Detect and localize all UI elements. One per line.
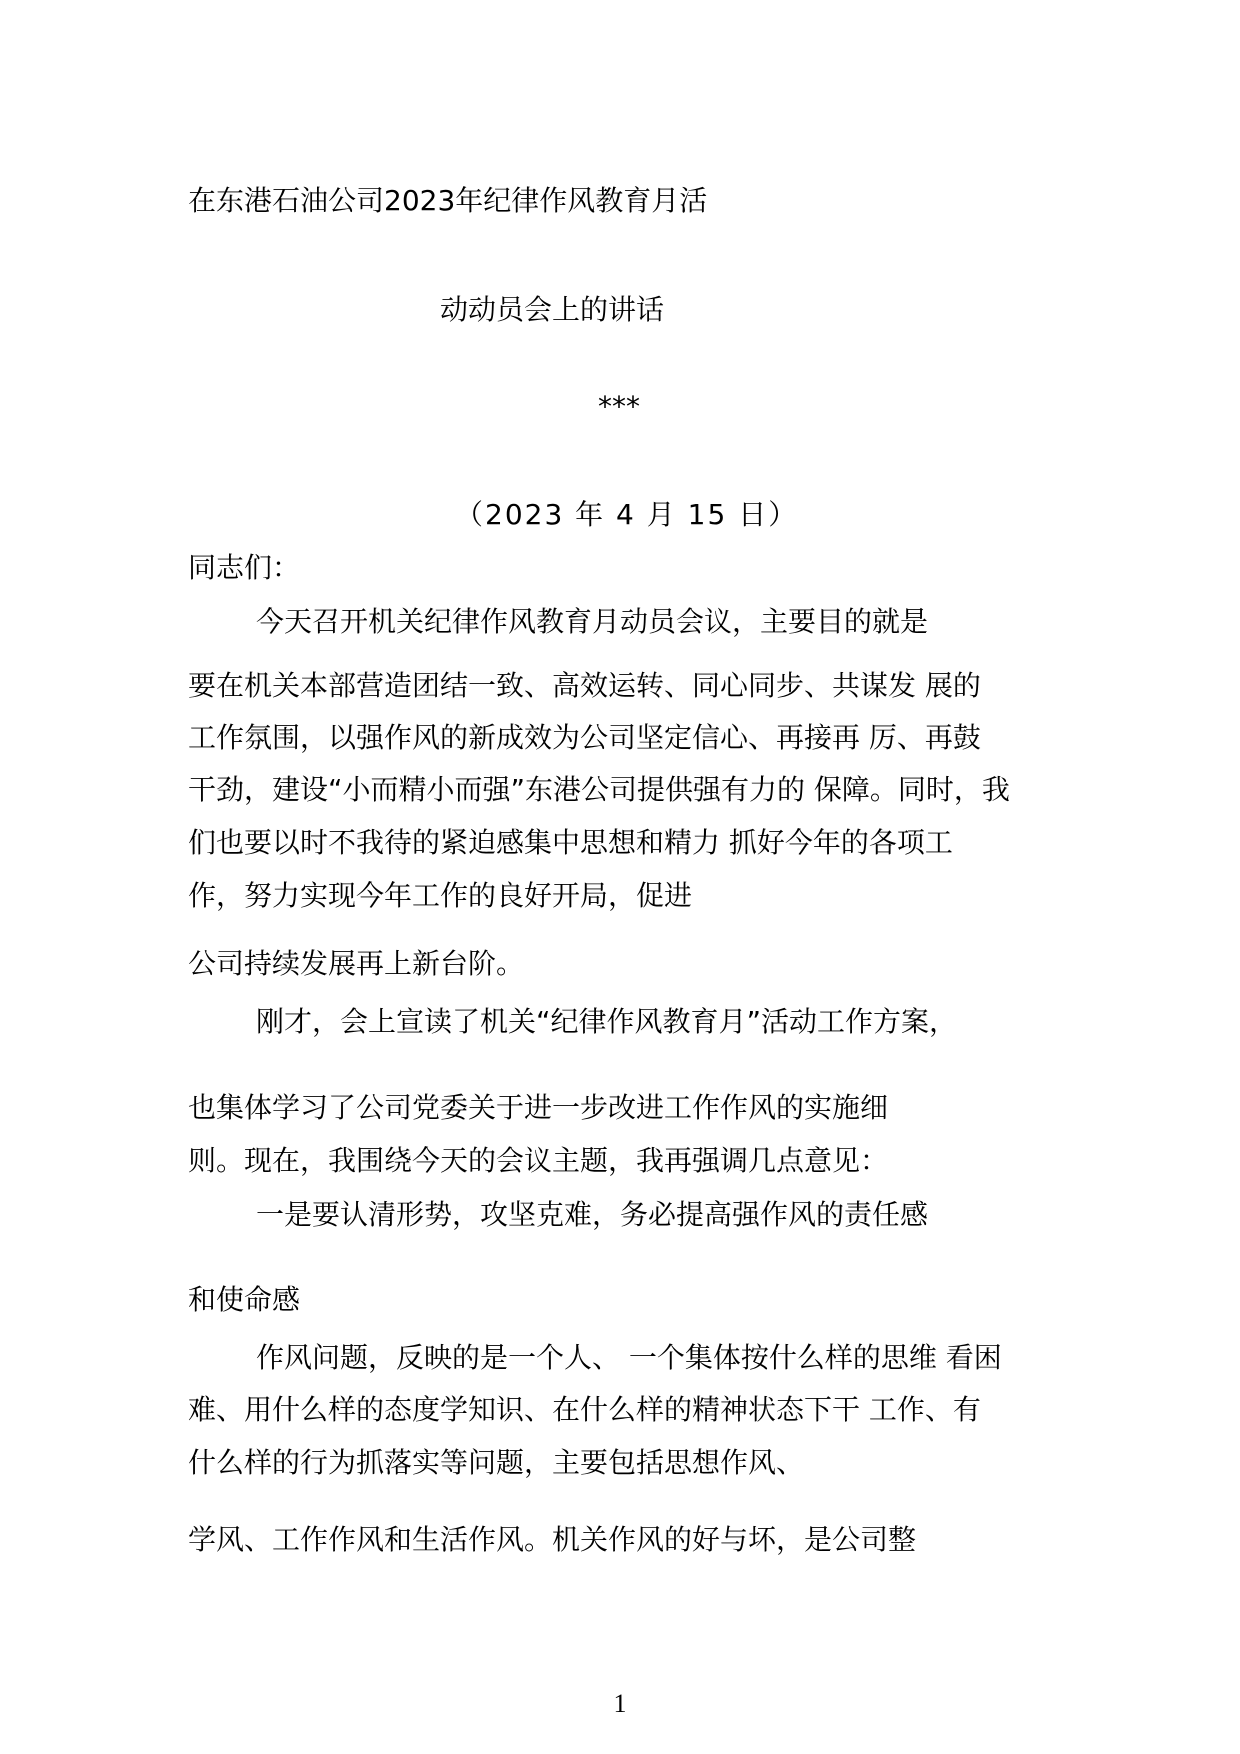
body-line: 一是要认清形势，攻坚克难，务必提高强作风的责任感 — [256, 1198, 929, 1231]
body-line: 要在机关本部营造团结一致、高效运转、同心同步、共谋发 展的 — [188, 669, 981, 702]
section-heading: 和使命感 — [188, 1283, 301, 1316]
author: *** — [598, 390, 640, 423]
title-line-1: 在东港石油公司2023年纪律作风教育月活 — [188, 184, 708, 217]
body-line: 作，努力实现今年工作的良好开局，促进 — [188, 879, 693, 912]
title-line-2: 动动员会上的讲话 — [440, 293, 665, 326]
body-line: 们也要以时不我待的紧迫感集中思想和精力 抓好今年的各项工 — [188, 826, 953, 859]
body-line: 公司持续发展再上新台阶。 — [188, 947, 525, 980]
body-line: 刚才，会上宣读了机关“纪律作风教育月”活动工作方案， — [256, 1005, 958, 1038]
body-line: 工作氛围，以强作风的新成效为公司坚定信心、再接再 厉、再鼓 — [188, 721, 981, 754]
body-line: 学风、工作作风和生活作风。机关作风的好与坏，是公司整 — [188, 1523, 917, 1556]
body-line: 什么样的行为抓落实等问题，主要包括思想作风、 — [188, 1446, 805, 1479]
body-line: 今天召开机关纪律作风教育月动员会议，主要目的就是 — [256, 605, 929, 638]
page-number: 1 — [613, 1689, 627, 1718]
speech-date: （2023 年 4 月 15 日） — [455, 498, 799, 531]
body-line: 作风问题，反映的是一个人、 一个集体按什么样的思维 看困 — [256, 1341, 1002, 1374]
body-line: 难、用什么样的态度学知识、在什么样的精神状态下干 工作、有 — [188, 1393, 981, 1426]
body-line: 干劲，建设“小而精小而强”东港公司提供强有力的 保障。同时，我 — [188, 773, 1010, 806]
body-line: 则。现在，我围绕今天的会议主题，我再强调几点意见： — [188, 1144, 889, 1177]
body-line: 也集体学习了公司党委关于进一步改进工作作风的实施细 — [188, 1091, 889, 1124]
salutation: 同志们： — [188, 551, 301, 584]
